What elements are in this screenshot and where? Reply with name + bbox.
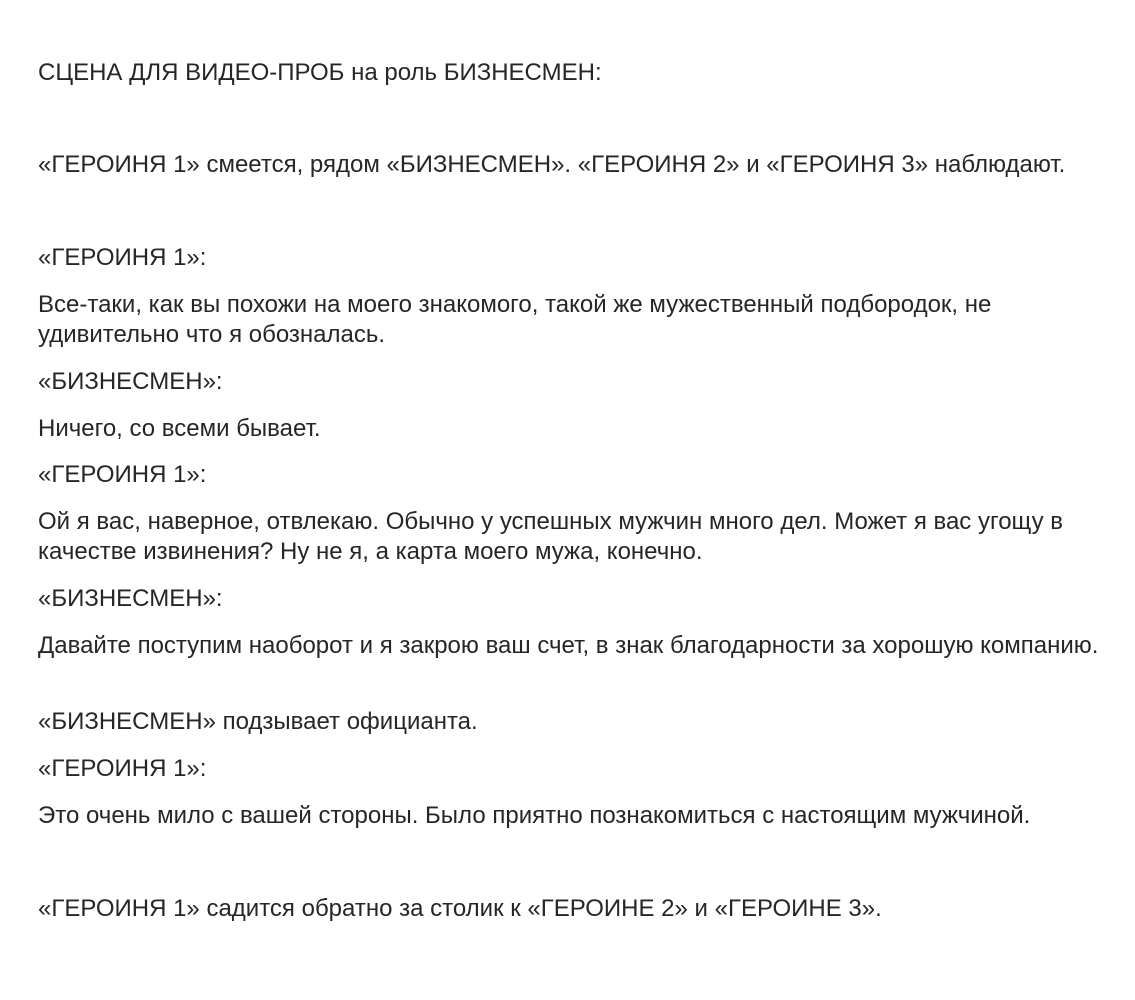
dialogue-line: Ой я вас, наверное, отвлекаю. Обычно у успешных мужчин много дел. Может я вас угощу в качестве извинения? Ну не я, а карта моего мужа, конечно. [38, 508, 1070, 565]
speaker-label: «ГЕРОИНЯ 1»: [38, 244, 207, 271]
speaker-label: «БИЗНЕСМЕН»: [38, 585, 223, 612]
dialogue-line: Все-таки, как вы похожи на моего знакомого, такой же мужественный подбородок, не удивительно что я обозналась. [38, 291, 999, 348]
speaker-label: «ГЕРОИНЯ 1»: [38, 755, 207, 782]
speaker-label: «ГЕРОИНЯ 1»: [38, 461, 207, 488]
scene-title: СЦЕНА ДЛЯ ВИДЕО-ПРОБ на роль БИЗНЕСМЕН: [38, 59, 602, 86]
speaker-label: «БИЗНЕСМЕН»: [38, 368, 223, 395]
stage-direction: «ГЕРОИНЯ 1» садится обратно за столик к «ГЕРОИНЕ 2» и «ГЕРОИНЕ 3». [38, 895, 882, 922]
dialogue-line: Ничего, со всеми бывает. [38, 415, 321, 442]
stage-direction: «ГЕРОИНЯ 1» смеется, рядом «БИЗНЕСМЕН». «ГЕРОИНЯ 2» и «ГЕРОИНЯ 3» наблюдают. [38, 151, 1066, 178]
dialogue-line: Это очень мило с вашей стороны. Было приятно познакомиться с настоящим мужчиной. [38, 802, 1031, 829]
stage-direction: «БИЗНЕСМЕН» подзывает официанта. [38, 708, 478, 735]
dialogue-line: Давайте поступим наоборот и я закрою ваш счет, в знак благодарности за хорошую компанию. [38, 632, 1099, 659]
